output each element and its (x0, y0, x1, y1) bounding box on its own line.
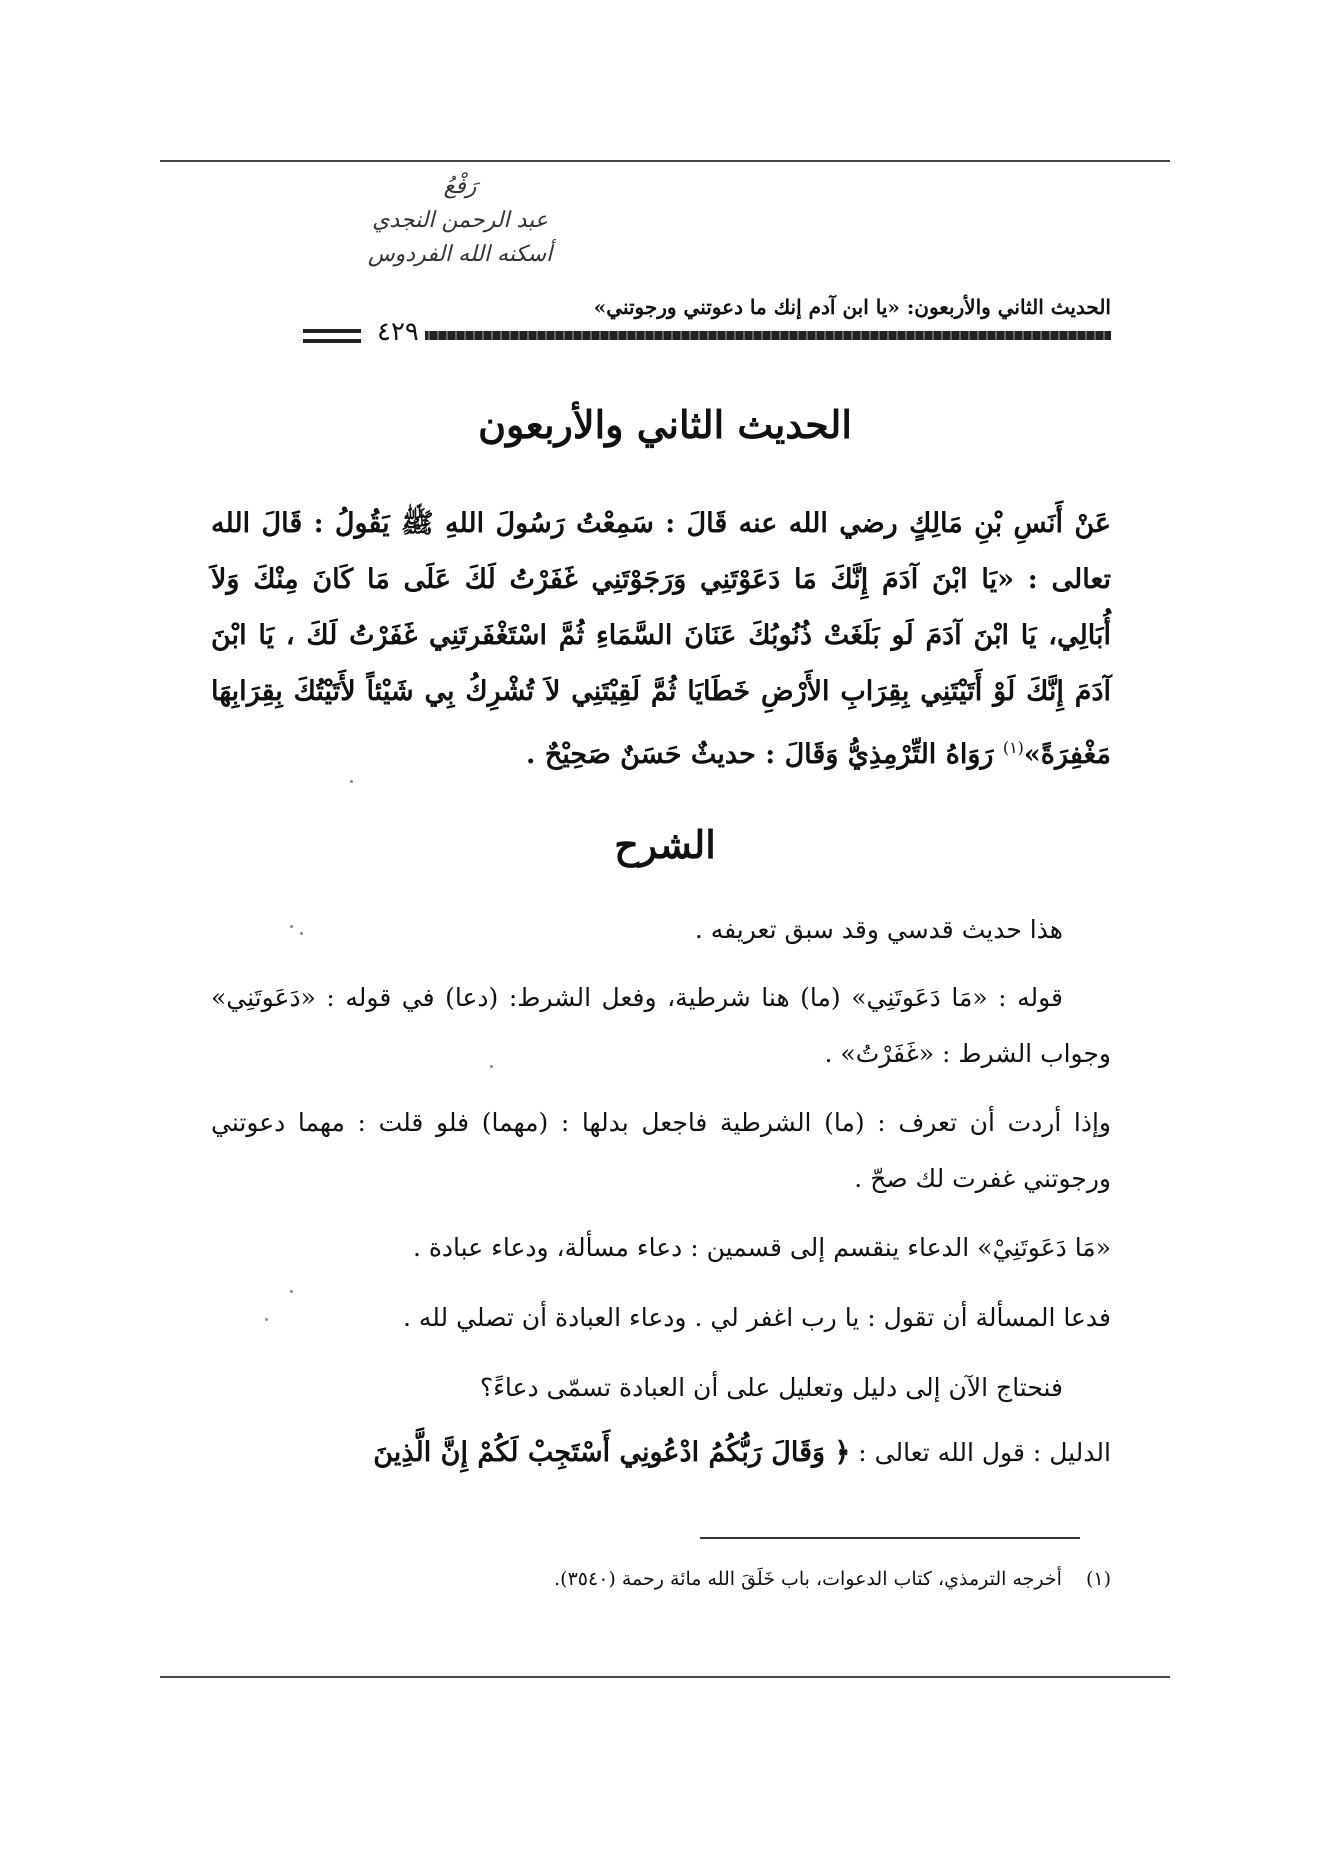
paragraph-text: فنحتاج الآن إلى دليل وتعليل على أن العبادة تسمّى دعاءً؟ (479, 1373, 1063, 1402)
bottom-page-rule (160, 1676, 1170, 1678)
scan-speck (350, 780, 353, 783)
commentary-paragraph (211, 1220, 1111, 1276)
footnote (211, 1568, 1111, 1590)
scan-speck (300, 932, 303, 935)
hadith-intro: عَنْ أَنَسِ بْنِ مَالِكٍ رضي الله عنه قَالَ : سَمِعْتُ رَسُولَ اللهِ ﷺ يَقُولُ : قَالَ الله تعالى : (211, 508, 1111, 595)
scan-speck (290, 1290, 293, 1293)
hadith-title: الحديث الثاني والأربعون (478, 402, 852, 447)
page-number: ٤٢٩ (371, 317, 425, 347)
commentary-title: الشرح (614, 822, 716, 867)
commentary-paragraph (211, 1095, 1111, 1207)
commentary-paragraph (211, 1360, 1111, 1416)
scan-speck (490, 1065, 493, 1068)
hadith-quote: «يَا ابْنَ آدَمَ إِنَّكَ مَا دَعَوْتَنِي وَرَجَوْتَنِي غَفَرْتُ لَكَ عَلَى مَا كَانَ مِنْكَ وَلاَ أُبَالِي، يَا ابْنَ آدَمَ لَو بَلَغَتْ ذُنُوبُكَ عَنَانَ السَّمَاءِ ثُمَّ اسْتَغْفَرتَنِي غَفَرْتُ لَكَ ، يَا ابْنَ آدَمَ إِنَّكَ لَوْ أَتَيْتَنِي بِقِرَابِ الأَرْضِ خَطَايَا ثُمَّ لَقِيْتَنِي لاَ تُشْرِكُ بِي شَيْئاً لأَتَيْتُكَ بِقِرَابِهَا مَغْفِرَةً» (211, 564, 1112, 770)
header-ornament-band (371, 331, 1111, 340)
paragraph-text: وإذا أردت أن تعرف : (ما) الشرطية فاجعل بدلها : (مهما) فلو قلت : مهما دعوتني ورجوتني غفرت لك صحّ . (211, 1108, 1111, 1193)
stamp-line-2: عبد الرحمن النجدي (372, 208, 548, 233)
page-number-rule-lower (303, 339, 361, 343)
commentary-paragraph (211, 1290, 1111, 1346)
owner-stamp (340, 170, 580, 272)
stamp-line-3: أسكنه الله الفردوس (367, 242, 553, 267)
stamp-line-1: رَفْعُ (443, 174, 477, 199)
running-header-title: الحديث الثاني والأربعون: «يا ابن آدم إنك ما دعوتني ورجوتني» (593, 295, 1111, 319)
running-header (371, 295, 1111, 345)
footnote-number: (١) (1085, 1568, 1111, 1590)
paragraph-text: هذا حديث قدسي وقد سبق تعريفه . (694, 915, 1063, 944)
evidence-lead: الدليل : قول الله تعالى : (858, 1438, 1111, 1467)
scan-speck (265, 1318, 268, 1321)
commentary-paragraph (211, 1425, 1111, 1481)
paragraph-text: «مَا دَعَوتَنِيْ» الدعاء ينقسم إلى قسمين : دعاء مسألة، ودعاء عبادة . (412, 1233, 1111, 1262)
footnote-text: أخرجه الترمذي، كتاب الدعوات، باب خَلَقَ الله مائة رحمة (٣٥٤٠). (554, 1568, 1062, 1590)
page-number-rule-upper (303, 329, 361, 333)
quran-verse: ﴿ وَقَالَ رَبُّكُمُ ادْعُونِي أَسْتَجِبْ لَكُمْ إِنَّ الَّذِينَ (373, 1437, 851, 1468)
top-page-rule (160, 160, 1170, 162)
hadith-narration: رَوَاهُ التِّرْمِذِيُّ وَقَالَ : حديثٌ حَسَنٌ صَحِيْحٌ . (526, 739, 994, 770)
paragraph-text: فدعا المسألة أن تقول : يا رب اغفر لي . ودعاء العبادة أن تصلي لله . (402, 1303, 1111, 1332)
commentary-paragraph (211, 970, 1111, 1082)
footnote-reference: (١) (1002, 738, 1024, 757)
paragraph-text: قوله : «مَا دَعَوتَنِي» (ما) هنا شرطية، وفعل الشرط: (دعا) في قوله : «دَعَوتَنِي» وجواب الشرط : «غَفَرْتُ» . (211, 983, 1111, 1068)
scan-speck (290, 925, 293, 928)
commentary-paragraph (211, 902, 1111, 958)
footnote-separator (700, 1537, 1080, 1539)
hadith-text (211, 496, 1111, 783)
